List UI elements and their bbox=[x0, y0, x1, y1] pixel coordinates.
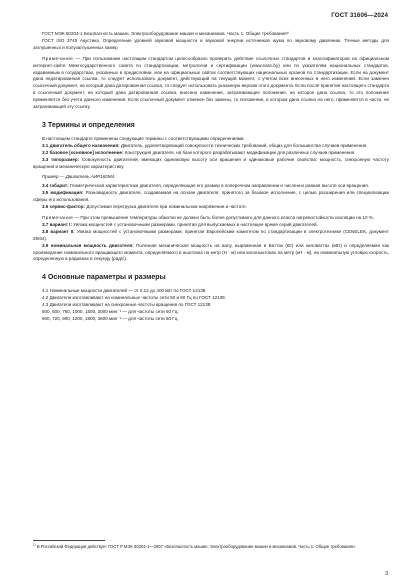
term-3-9-name: 3.9 номинальная мощность двигателя: bbox=[42, 242, 134, 248]
term-3-9 bbox=[33, 243, 389, 264]
term-3-6 bbox=[33, 204, 389, 211]
term-3-7-definition: Увязка мощностей с установочными размерами, принятая для выпускаемых в настоящее время серий двигателей. bbox=[73, 221, 318, 227]
term-3-7 bbox=[33, 222, 389, 229]
note-text: — При этом превышение температуры обмотки не должно быть более допустимого для данного класса нагревостойкости изоляции на 10 %. bbox=[74, 215, 375, 221]
term-3-9-definition: Полезная механическая мощность на валу, выраженная в Ваттах (Вт) или киловаттах (кВт) и определяемая как произведение номинального вращающего момента, определяемого в ньютонах на метр (Н · м) или килоньютонах на метр (кН · м), на номинальную угловую скорость, определенную в радианах в секунду (рад/с). bbox=[33, 242, 390, 262]
page-number: 3 bbox=[385, 571, 388, 577]
section-4-heading: 4 Основные параметры и размеры bbox=[42, 273, 166, 282]
section-3-intro: В настоящем стандарте применены следующие термины с соответствующими определениями. bbox=[42, 135, 245, 141]
term-3-7-name: 3.7 вариант I: bbox=[42, 221, 72, 227]
term-3-2-definition: Конструкция двигателя, на базе которого разрабатывают модификации для различных случаев применения. bbox=[124, 149, 356, 155]
section-3-heading: 3 Термины и определения bbox=[42, 120, 135, 129]
note-references bbox=[33, 56, 389, 111]
term-3-4-name: 3.4 габарит: bbox=[42, 183, 69, 189]
term-3-8-definition: Увязка мощностей с установочными размерами, принятая Европейским комитетом по стандартизации в электротехнике (CENELEK, документ 28/64). bbox=[33, 228, 389, 241]
clause-4-3-60hz: 600, 720, 900, 1200, 1800, 3600 мин⁻¹ — для частоты сети 60 Гц. bbox=[42, 316, 179, 321]
term-3-1 bbox=[33, 143, 389, 150]
term-3-3 bbox=[33, 157, 389, 171]
term-3-5 bbox=[33, 190, 389, 204]
clause-4-2: 4.2 Двигатели изготавливают на номинальные частоты сети 50 и 60 Гц по ГОСТ 12139. bbox=[42, 295, 226, 301]
reference-gost-iso-3745: ГОСТ ISO 3745 Акустика. Определение уровней звуковой мощности и звуковой энергии источников шума по звуковому давлению. Точные методы для заглушенных и полузаглушенных камер bbox=[33, 37, 389, 50]
clause-4-3-50hz: 500, 600, 750, 1000, 1500, 3000 мин⁻¹ — для частоты сети 50 Гц; bbox=[42, 309, 179, 315]
term-3-1-name: 3.1 двигатель общего назначения: bbox=[42, 142, 120, 148]
term-3-4-definition: Геометрическая характеристика двигателя, определяющая его размер в поперечном направлении и численно равная высоте оси вращения. bbox=[69, 183, 369, 189]
footnote-text: В Российской Федерации действует ГОСТ Р МЭК 60204-1—2007 «Безопасность машин. Электрооборудование машин и механизмов. Часть 1. Общие требования». bbox=[36, 544, 357, 549]
footnote-separator bbox=[33, 540, 105, 541]
term-3-6-name: 3.6 сервис-фактор: bbox=[42, 204, 86, 210]
example-text: Пример — Двигатель АИР160М4. bbox=[42, 173, 116, 179]
term-3-5-name: 3.5 модификация: bbox=[42, 190, 84, 196]
term-3-2-name: 3.2 базовое [основное] исполнение: bbox=[42, 149, 124, 155]
term-3-6-definition: Допустимая перегрузка двигателя при номинальном напряжении и частоте. bbox=[86, 204, 247, 210]
page-body bbox=[33, 31, 389, 323]
term-3-8 bbox=[33, 229, 389, 243]
standard-number: ГОСТ 31606—2024 bbox=[331, 12, 388, 19]
term-3-3-definition: Совокупность двигателей, имеющих одинаковую высоту оси вращения и одинаковые рабочие свойства: мощность, синхронную частоту вращения и механическую характеристику. bbox=[33, 156, 390, 169]
note-label: Примечание bbox=[42, 215, 74, 221]
note-temperature bbox=[33, 215, 389, 222]
term-3-3-name: 3.3 типоразмер: bbox=[42, 156, 80, 162]
term-3-8-name: 3.8 вариант II: bbox=[42, 228, 75, 234]
note-text: — При пользовании настоящим стандартом целесообразно проверить действие ссылочных стандартов и классификаторов на официальном интернет-сайте Межгосударственного совета по стандартизации, метрологии и сертификации (www.easc.by) или по указателям национальных стандартов, издаваемым в государствах, указанных в предисловии, или на официальных сайтах соответствующих национальных органов по стандартизации. Если на документ дана недатированная ссылка, то следует использовать документ, действующий на текущий момент, с учетом всех внесенных в него изменений. Если заменен ссылочный документ, на который дана датированная ссылка, то следует использовать указанную версию этого документа. Если после принятия настоящего стандарта в ссылочный документ, на который дана датированная ссылка, внесено изменение, затрагивающее положение, на которое дана ссылка, то это положение применяется без учета данного изменения. Если ссылочный документ отменен без замены, то положение, в котором дана ссылка на него, применяется в части, не затрагивающей эту ссылку. bbox=[33, 55, 390, 110]
term-3-2 bbox=[33, 150, 389, 157]
clause-4-3: 4.3 Двигатели изготавливают на синхронные частоты вращения по ГОСТ 12139: bbox=[42, 302, 212, 308]
reference-gost-iec-60204: ГОСТ МЭК 60204-1 Безопасность машин. Электрооборудование машин и механизмов. Часть 1. Общие требования¹⁾ bbox=[42, 31, 290, 36]
term-3-5-definition: Разновидность двигателя, создаваемая на основе двигателя, принятого за базовое исполнение, с целью расширения или специализации сферы его использования. bbox=[33, 190, 390, 203]
clause-4-1: 4.1 Номинальные мощности двигателей — от 0,12 до 400 кВт по ГОСТ 12139. bbox=[42, 288, 207, 294]
footnote bbox=[33, 544, 389, 550]
term-3-1-definition: Двигатель, удовлетворяющий совокупности технических требований, общих для большинства случаев применения. bbox=[120, 142, 368, 148]
note-label: Примечание bbox=[42, 55, 74, 61]
footnote-marker: 1) bbox=[33, 542, 36, 547]
